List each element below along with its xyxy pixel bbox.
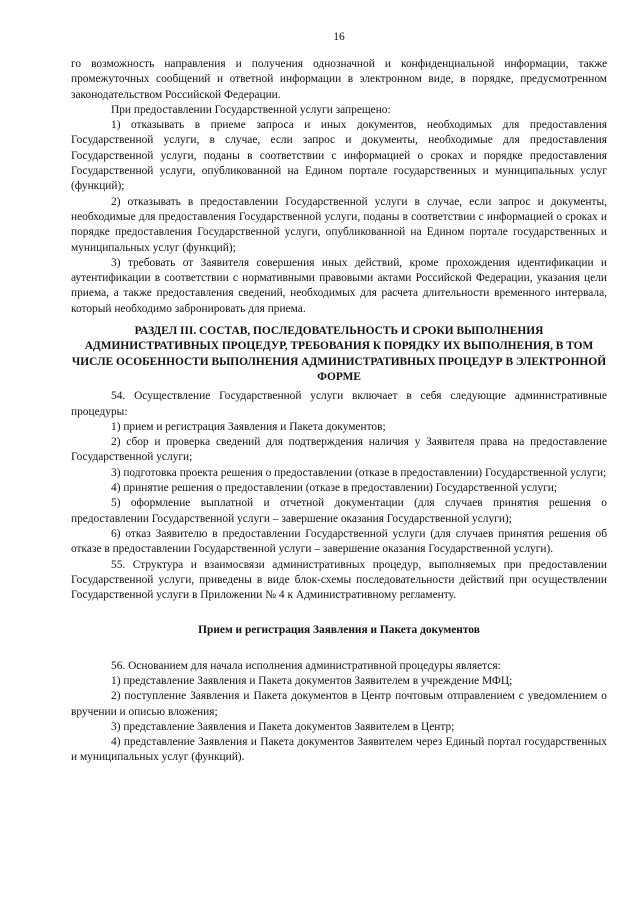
paragraph-continuation: го возможность направления и получения однозначной и конфиденциальной информации, также промежуточных сообщений и ответной информации в электронном виде, в порядке, предусмотренном законодательством Российской Федерации.: [71, 58, 607, 101]
section-heading: РАЗДЕЛ III. СОСТАВ, ПОСЛЕДОВАТЕЛЬНОСТЬ И СРОКИ ВЫПОЛНЕНИЯ АДМИНИСТРАТИВНЫХ ПРОЦЕДУР, ТРЕБОВАНИЯ К ПОРЯДКУ ИХ ВЫПОЛНЕНИЯ, В ТОМ ЧИСЛЕ ОСОБЕННОСТИ ВЫПОЛНЕНИЯ АДМИНИСТРАТИВНЫХ ПРОЦЕДУР В ЭЛЕКТРОННОЙ ФОРМЕ: [71, 325, 607, 383]
paragraph-54-item-6: 6) отказ Заявителю в предоставлении Государственной услуги (для случаев принятия решения об отказе в предоставлении Государственной услуги – завершение оказания Государственной услуги).: [71, 527, 607, 556]
paragraph-56-item-4: 4) представление Заявления и Пакета документов Заявителем через Единый портал государственных и муниципальных услуг (функций).: [71, 736, 607, 764]
paragraph-56-item-2: 2) поступление Заявления и Пакета документов в Центр почтовым отправлением с уведомлением о вручении и описью вложения;: [71, 690, 607, 718]
paragraph-prohibited-3: 3) требовать от Заявителя совершения иных действий, кроме прохождения идентификации и аутентификации в соответствии с нормативными правовыми актами Российской Федерации, указания цели приема, а также предоставления сведений, необходимых для расчета длительности временного интервала, который необходимо забронировать для приема.: [71, 256, 607, 315]
paragraph-prohibited-1: 1) отказывать в приеме запроса и иных документов, необходимых для предоставления Государственной услуги, в случае, если запрос и документы, необходимые для предоставления Государственной услуги, поданы в соответствии с информацией о сроках и порядке предоставления Государственной услуги, опубликованной на Едином портале государственных и муниципальных услуг (функций);: [71, 119, 607, 193]
sub-heading: Прием и регистрация Заявления и Пакета документов: [198, 624, 480, 637]
paragraph-54-item-4: 4) принятие решения о предоставлении (отказе в предоставлении) Государственной услуги;: [111, 482, 557, 495]
paragraph-prohibited-2: 2) отказывать в предоставлении Государственной услуги в случае, если запрос и документы, необходимые для предоставления Государственной услуги, поданы в соответствии с информацией о сроках и порядке предоставления Государственной услуги, опубликованной на Едином портале государственных и муниципальных услуг (функций);: [71, 195, 607, 254]
middle-text-block: [71, 389, 607, 603]
paragraph-54: 54. Осуществление Государственной услуги включает в себя следующие административные процедуры:: [71, 390, 607, 418]
paragraph-56: 56. Основанием для начала исполнения административной процедуры является:: [111, 659, 501, 672]
page-number: 16: [333, 31, 345, 43]
paragraph-prohibited-intro: При предоставлении Государственной услуги запрещено:: [111, 103, 391, 116]
paragraph-56-item-3: 3) представление Заявления и Пакета документов Заявителем в Центр;: [111, 720, 455, 733]
paragraph-54-item-5: 5) оформление выплатной и отчетной документации (для случаев принятия решения о предоставлении Государственной услуги – завершение оказания Государственной услуги);: [71, 497, 607, 525]
paragraph-56-item-1: 1) представление Заявления и Пакета документов Заявителем в учреждение МФЦ;: [111, 674, 513, 687]
bottom-text-block: [71, 659, 607, 766]
paragraph-55: 55. Структура и взаимосвязи административных процедур, выполняемых при предоставлении Государственной услуги, приведены в виде блок-схемы последовательности действий при осуществлении Государственной услуги в Приложении № 4 к Административному регламенту.: [71, 558, 607, 602]
paragraph-54-item-3: 3) подготовка проекта решения о предоставлении (отказе в предоставлении) Государственной услуги;: [111, 466, 607, 479]
top-text-block: [71, 57, 607, 317]
paragraph-54-item-2: 2) сбор и проверка сведений для подтверждения наличия у Заявителя права на предоставление Государственной услуги;: [71, 436, 607, 464]
paragraph-54-item-1: 1) прием и регистрация Заявления и Пакета документов;: [111, 420, 386, 433]
